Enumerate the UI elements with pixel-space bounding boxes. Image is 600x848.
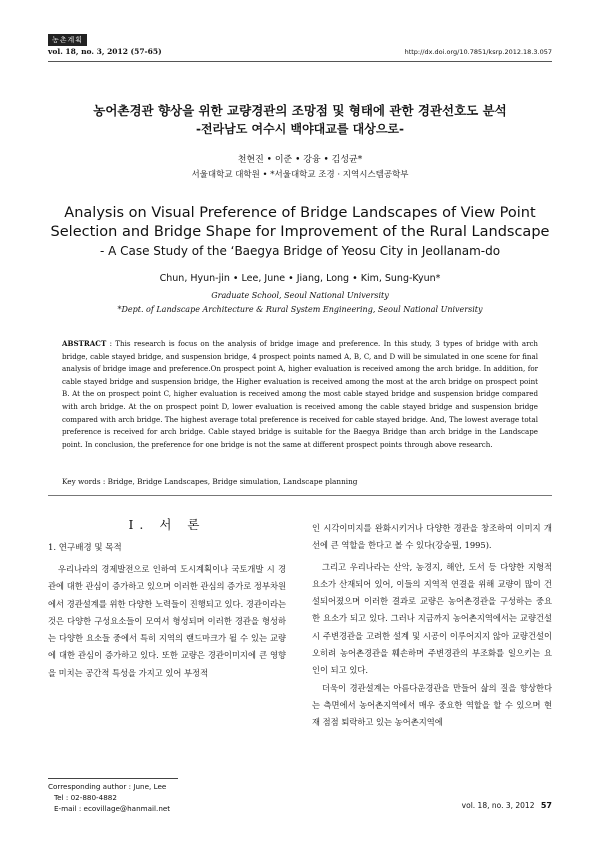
author-phone: Tel : 02-880-4882 xyxy=(54,793,117,802)
english-affiliation-2: *Dept. of Landscape Architecture & Rural System Engineering, Seoul National University xyxy=(117,305,483,314)
body-paragraph: 인 시각이미지를 완화시키거나 다양한 경관을 창조하여 이미지 개선에 큰 역할을 한다고 볼 수 있다(강승필, 1995). xyxy=(312,523,552,551)
keywords: Key words : Bridge, Bridge Landscapes, Bridge simulation, Landscape planning xyxy=(62,477,358,486)
english-subtitle: - A Case Study of the ‘Baegya Bridge of Yeosu City in Jeollanam-do xyxy=(99,244,501,258)
korean-subtitle: -전라남도 여수시 백야대교를 대상으로- xyxy=(196,122,404,136)
english-title-line1: Analysis on Visual Preference of Bridge Landscapes of View Point xyxy=(64,205,536,221)
corresponding-author: Corresponding author : June, Lee xyxy=(48,782,167,791)
abstract-text: : This research is focus on the analysis of bridge image and preference. In this study, 3 types of bridge with arch bridge, cable stayed bridge, and suspension bridge, 4 prospect points named A, B, C, and D will be simulated in one scene for final analysis of bridge image and preference.On prospect point A, higher evaluation is received among the arch bridge. In addition, for cable stayed bridge and suspension bridge, the Higher evaluation is received among the most at the arch bridge on prospect point B. At the on prospect point C, higher evaluation is received among the most cable stayed bridge and suspension bridge compared with arch bridge. At the on prospect point D, lower evaluation is received among the cable stayed bridge and suspension bridge compared with arch bridge. The highest average total preference is received for cable stayed bridge. And, The lowest average total preference is received for arch bridge. Cable stayed bridge is suitable for the Baegya Bridge than arch bridge in the Landscape point. In conclusion, the preference for one bridge is not the same at different prospect points through above research. xyxy=(62,339,538,449)
page-number: 57 xyxy=(540,801,552,810)
english-title-line2: Selection and Bridge Shape for Improvement of the Rural Landscape xyxy=(50,224,550,240)
journal-tag: 농촌계획 xyxy=(48,34,87,46)
author-email[interactable]: E-mail : ecovillage@hanmail.net xyxy=(54,804,171,813)
doi-link[interactable]: http://dx.doi.org/10.7851/ksrp.2012.18.3.057 xyxy=(404,48,552,56)
body-paragraph: 그리고 우리나라는 산악, 농경지, 해안, 도서 등 다양한 지형적 요소가 산재되어 있어, 이들의 지역적 연결을 위해 교량이 많이 건설되어졌으며 이러한 결과로 교량은 농어촌경관을 구성하는 중요한 요소가 되고 있다. 그러나 지금까지 농어촌지역에서는 교량건설 시 주변경관을 고려한 설계 및 시공이 이루어지지 않아 교량건설이 오히려 농어촌경관을 훼손하며 주변경관의 부조화를 일으키는 요인이 되고 있다. xyxy=(312,561,552,676)
right-column xyxy=(312,520,552,732)
footer-volume: vol. 18, no. 3, 2012 xyxy=(461,801,535,810)
keywords-divider xyxy=(48,495,552,496)
abstract xyxy=(62,338,538,451)
section-heading: Ⅰ. 서 론 xyxy=(128,517,206,532)
english-authors: Chun, Hyun-jin • Lee, June • Jiang, Long • Kim, Sung-Kyun* xyxy=(159,273,441,284)
korean-title: 농어촌경관 향상을 위한 교량경관의 조망점 및 형태에 관한 경관선호도 분석 xyxy=(93,103,507,118)
header-divider xyxy=(48,61,552,62)
corresponding-author-footnote xyxy=(48,781,170,814)
korean-authors: 천현진 • 이준 • 강융 • 김성균* xyxy=(237,155,363,165)
left-column xyxy=(48,515,286,682)
footnote-divider xyxy=(48,778,178,779)
korean-affiliation: 서울대학교 대학원 • *서울대학교 조경 · 지역시스템공학부 xyxy=(191,170,409,180)
body-paragraph: 우리나라의 경제발전으로 인하여 도시계획이나 국토개발 시 경관에 대한 관심이 증가하고 있으며 이러한 관심의 증가로 정부차원에서 경관설계를 위한 다양한 노력들이 진행되고 있다. 경관이라는 것은 다양한 구성요소들이 모여서 형성되며 이러한 경관을 형성하는 다양한 요소들 중에서 특히 지역의 랜드마크가 될 수 있는 교량에 대한 관심이 증가하고 있다. 또한 교량은 경관이미지에 큰 영향을 미치는 공간적 특성을 가지고 있어 부정적 xyxy=(48,564,286,678)
page-footer xyxy=(462,801,552,810)
english-affiliation-1: Graduate School, Seoul National University xyxy=(211,291,389,300)
abstract-label: ABSTRACT xyxy=(62,339,107,348)
subsection-heading: 1. 연구배경 및 목적 xyxy=(48,543,122,553)
volume-info: vol. 18, no. 3, 2012 (57-65) xyxy=(48,47,162,56)
body-paragraph: 더욱이 경관설계는 아름다운경관을 만들어 삶의 질을 향상한다는 측면에서 농어촌지역에서 매우 중요한 역할을 할 수 있으며 현재 점점 퇴락하고 있는 농어촌지역에 xyxy=(312,682,552,728)
